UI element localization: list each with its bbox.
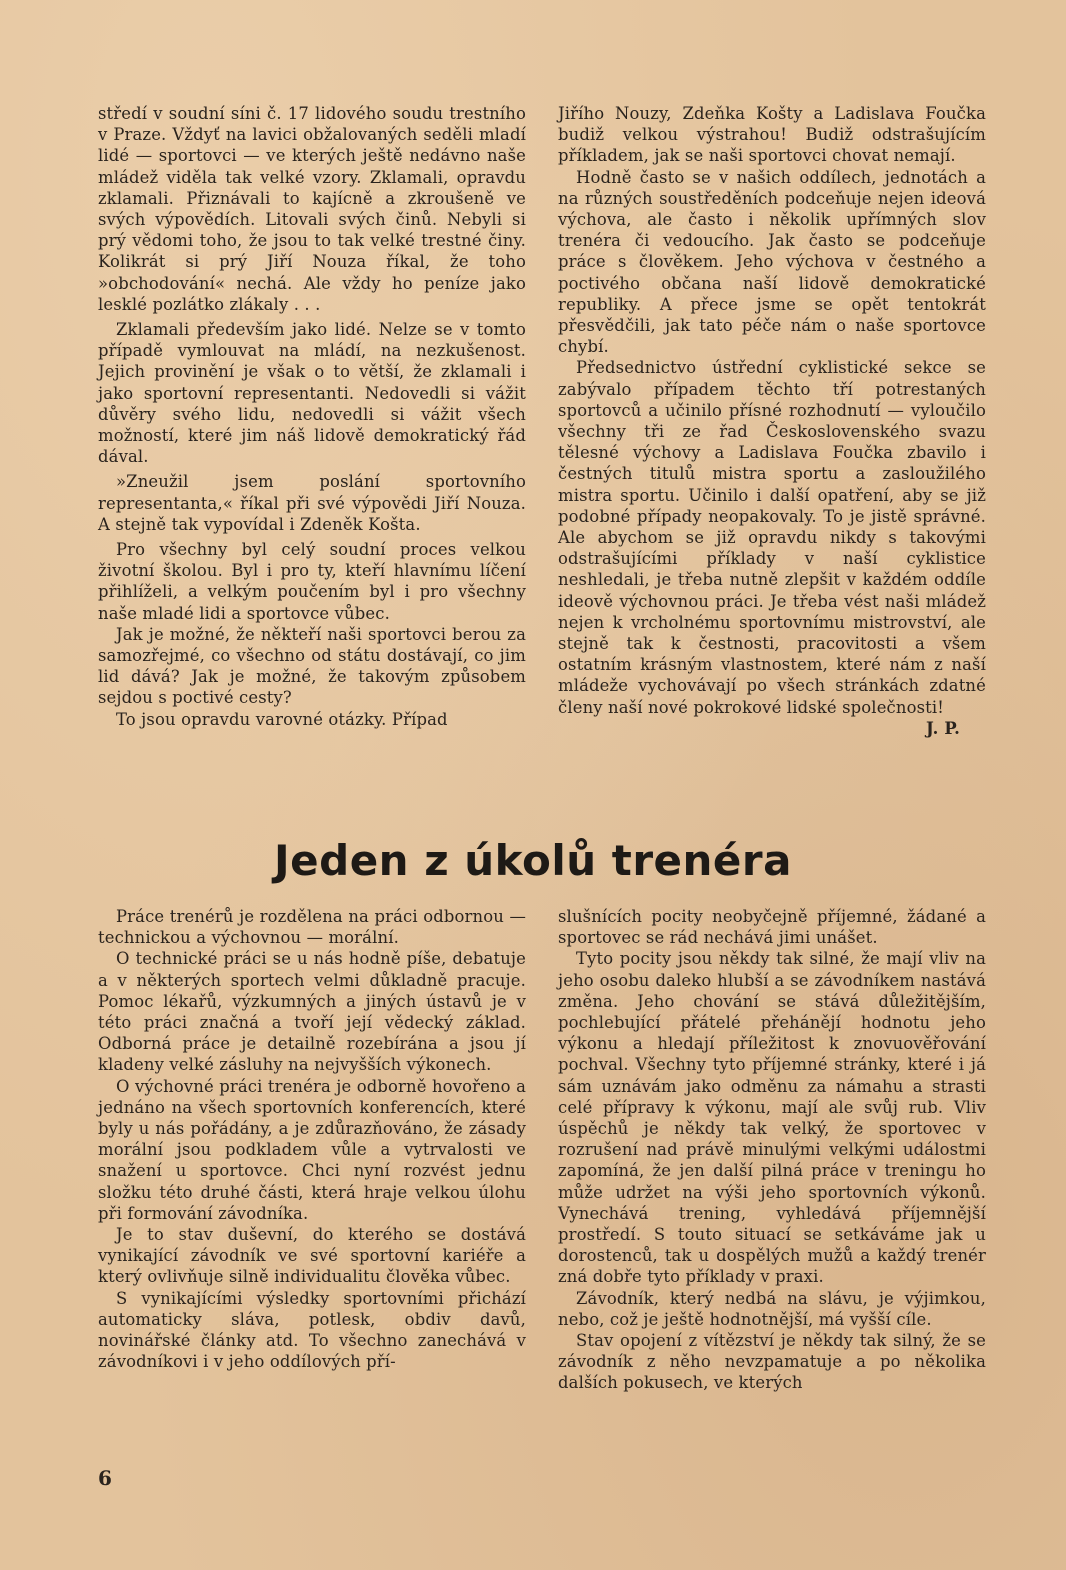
paragraph: Hodně často se v našich oddílech, jednotách a na různých soustředěních podceňuje nejen ideová výchova, ale často i několik upřímných slov trenéra či vedoucího. Jak často se podceňuje práce s člověkem. Jeho výchova v čestného a poctivého občana naší lidově demokratické republiky. A přece jsme se opět tentokrát přesvědčili, jak tato péče nám o naše sportovce chybí. — [558, 167, 986, 357]
article-column-left — [98, 906, 526, 1372]
paragraph: Je to stav duševní, do kterého se dostává vynikající závodník ve své sportovní kariéře a který ovlivňuje silně individualitu člověka vůbec. — [98, 1225, 526, 1287]
paragraph: »Zneužil jsem poslání sportovního representanta,« říkal při své výpovědi Jiří Nouza. A stejně tak vypovídal i Zdeněk Košta. — [98, 472, 526, 534]
paragraph: Předsednictvo ústřední cyklistické sekce se zabývalo případem těchto tří potrestaných sportovců a učinilo přísné rozhodnutí — vyloučilo všechny tři ze řad Československého svazu tělesné výchovy a Ladislava Foučka zbavilo i čestných titulů mistra sportu a zasloužilého mistra sportu. Učinilo i další opatření, aby se již podobné případy neopakovaly. To je jistě správné. Ale abychom se již opravdu nikdy s takovými odstrašujícími příklady v naší cyklistice neshledali, je třeba nutně zlepšit v každém oddíle ideově výchovnou práci. Je třeba vést naši mládež nejen k vrcholnému sportovnímu mistrovství, ale stejně tak k čestnosti, pracovitosti a všem ostatním krásným vlastnostem, které nám z naší mládeže vychovávají po všech stránkách zdatné členy naší nové pokrokové lidské společnosti! — [558, 358, 986, 717]
paragraph: Práce trenérů je rozdělena na práci odbornou — technickou a výchovnou — morální. — [98, 907, 526, 948]
paragraph: Tyto pocity jsou někdy tak silné, že mají vliv na jeho osobu daleko hlubší a se závodníkem nastává změna. Jeho chování se stává důležitějším, pochlebující přátelé přehánějí hodnotu jeho výkonu a hledají příležitost k znovuověřování pochval. Všechny tyto příjemné stránky, které i já sám uznávám jako odměnu za námahu a strasti celé přípravy k výkonu, mají ale svůj rub. Vliv úspěchů je někdy tak velký, že sportovec v rozrušení nad právě minulými velkými událostmi zapomíná, že jen další pilná práce v treningu ho může udržet na výši jeho sportovních výkonů. Vynechává trening, vyhledává příjemnější prostředí. S touto situací se setkáváme jak u dorostenců, tak u dospělých mužů a každý trenér zná dobře tyto příklady v praxi. — [558, 949, 986, 1287]
article-title: Jeden z úkolů trenéra — [274, 836, 792, 885]
paragraph: Jiřího Nouzy, Zdeňka Košty a Ladislava Foučka budiž velkou výstrahou! Budiž odstrašujícím příkladem, jak se naši sportovci chovat nemají. — [558, 104, 986, 166]
paragraph: Pro všechny byl celý soudní proces velkou životní školou. Byl i pro ty, kteří hlavnímu líčení přihlíželi, a velkým poučením byl i pro všechny naše mladé lidi a sportovce vůbec. — [98, 540, 526, 623]
paragraph: Závodník, který nedbá na slávu, je výjimkou, nebo, což je ještě hodnotnější, má vyšší cíle. — [558, 1288, 986, 1329]
paragraph: Stav opojení z vítězství je někdy tak silný, že se závodník z něho nevzpamatuje a po několika dalších pokusech, ve kterých — [558, 1331, 986, 1393]
article-continued-column-left — [98, 103, 526, 730]
paragraph: S vynikajícími výsledky sportovními přichází automaticky sláva, potlesk, obdiv davů, novinářské články atd. To všechno zanechává v závodníkovi i v jeho oddílových pří- — [98, 1288, 526, 1372]
page-number: 6 — [98, 1466, 112, 1490]
article-column-right — [558, 906, 986, 1394]
paragraph: To jsou opravdu varovné otázky. Případ — [116, 709, 448, 729]
paragraph: Zklamali především jako lidé. Nelze se v tomto případě vymlouvat na mládí, na nezkušenost. Jejich provinění je však o to větší, že zklamali i jako sportovní representanti. Nedovedli si vážit důvěry svého lidu, nedovedli si vážit všech možností, které jim náš lidově demokratický řád dával. — [98, 320, 526, 467]
paragraph: O výchovné práci trenéra je odborně hovořeno a jednáno na všech sportovních konferencích, které byly u nás pořádány, a je zdůrazňováno, že zásady morální jsou podkladem vůle a vytrvalosti ve snažení u sportovce. Chci nyní rozvést jednu složku této druhé části, která hraje velkou úlohu při formování závodníka. — [98, 1076, 526, 1223]
article-continued-column-right — [558, 103, 986, 739]
paragraph: středí v soudní síni č. 17 lidového soudu trestního v Praze. Vždyť na lavici obžalovaných seděli mladí lidé — sportovci — ve kterých ještě nedávno naše mládež viděla tak velké vzory. Zklamali, opravdu zklamali. Přiznávali to kajícně a zkroušeně ve svých výpovědích. Litovali svých činů. Nebyli si prý vědomi toho, že jsou to tak velké trestné činy. Kolikrát si prý Jiří Nouza říkal, že toho »obchodování« nechá. Ale vždy ho peníze jako lesklé pozlátko zlákaly . . . — [98, 104, 526, 314]
signature-row — [558, 718, 986, 739]
paragraph: O technické práci se u nás hodně píše, debatuje a v některých sportech velmi důkladně pracuje. Pomoc lékařů, výzkumných a jiných ústavů je v této práci značná a tvoří její vědecký základ. Odborná práce je detailně rozebírána a jsou jí kladeny velké zásluhy na nejvyšších výkonech. — [98, 949, 526, 1075]
author-signature: J. P. — [926, 718, 960, 738]
paragraph: slušnících pocity neobyčejně příjemné, žádané a sportovec se rád nechává jimi unášet. — [558, 907, 986, 948]
paragraph: Jak je možné, že někteří naši sportovci berou za samozřejmé, co všechno od státu dostávají, co jim lid dává? Jak je možné, že takovým způsobem sejdou s poctivé cesty? — [98, 624, 526, 708]
